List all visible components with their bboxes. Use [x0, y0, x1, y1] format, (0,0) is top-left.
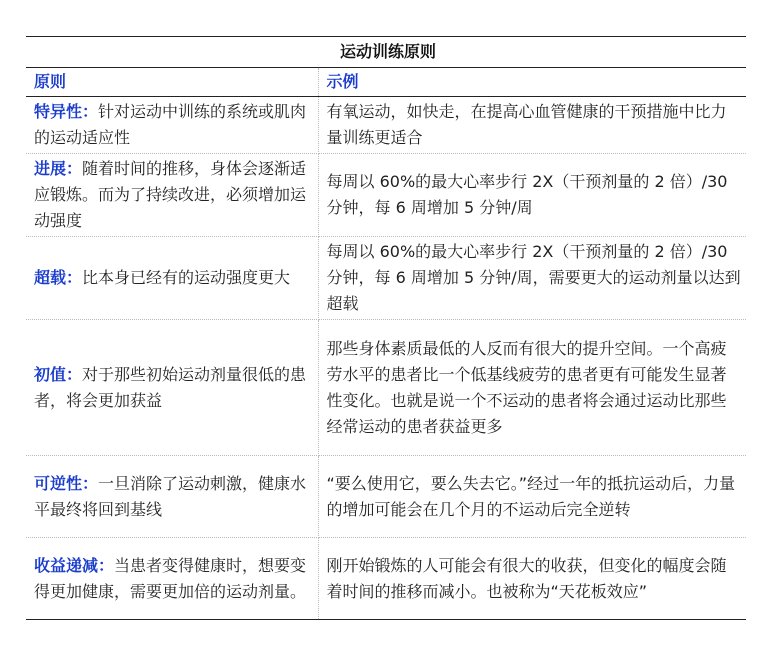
principle-description: 随着时间的推移，身体会逐渐适应锻炼。而为了持续改进，必须增加运动强度 — [34, 159, 307, 230]
principle-term: 可逆性： — [34, 473, 99, 493]
table-row — [26, 97, 746, 154]
table-row — [26, 237, 746, 320]
principle-term: 进展： — [34, 159, 83, 178]
example-cell: 有氧运动，如快走，在提高心血管健康的干预措施中比力量训练更适合 — [318, 97, 746, 154]
principle-cell — [26, 538, 318, 620]
principle-term: 初值： — [34, 364, 83, 384]
principle-term: 超载： — [34, 268, 83, 287]
principle-cell — [26, 154, 318, 237]
principle-description: 一旦消除了运动刺激，健康水平最终将回到基线 — [34, 473, 307, 519]
principle-term: 收益递减： — [34, 555, 115, 575]
principle-description: 针对运动中训练的系统或肌肉的运动适应性 — [34, 102, 307, 147]
example-cell: 每周以 60%的最大心率步行 2X（干预剂量的 2 倍）/30 分钟，每 6 周增加 5 分钟/周，需要更大的运动剂量以达到超载 — [318, 237, 746, 320]
example-cell: 刚开始锻炼的人可能会有很大的收获，但变化的幅度会随着时间的推移而减小。也被称为“天花板效应” — [318, 538, 746, 620]
table-title: 运动训练原则 — [26, 37, 746, 68]
example-cell: 那些身体素质最低的人反而有很大的提升空间。一个高疲劳水平的患者比一个低基线疲劳的患者更有可能发生显著性变化。也就是说一个不运动的患者将会通过运动比那些经常运动的患者获益更多 — [318, 320, 746, 456]
training-principles-table — [26, 36, 746, 620]
example-cell: 每周以 60%的最大心率步行 2X（干预剂量的 2 倍）/30 分钟，每 6 周增加 5 分钟/周 — [318, 154, 746, 237]
principle-cell — [26, 320, 318, 456]
table-header-row — [26, 68, 746, 97]
column-header-example: 示例 — [318, 68, 746, 97]
principle-description: 对于那些初始运动剂量很低的患者，将会更加获益 — [34, 364, 307, 410]
principle-cell — [26, 97, 318, 154]
principle-description: 当患者变得健康时，想要变得更加健康，需要更加倍的运动剂量。 — [34, 555, 307, 601]
table-row — [26, 320, 746, 456]
example-cell: “要么使用它，要么失去它。”经过一年的抵抗运动后，力量的增加可能会在几个月的不运动后完全逆转 — [318, 456, 746, 538]
principle-description: 比本身已经有的运动强度更大 — [82, 268, 291, 287]
column-header-principle: 原则 — [26, 68, 318, 97]
table-row — [26, 456, 746, 538]
table-row — [26, 538, 746, 620]
table-row — [26, 154, 746, 237]
principle-cell — [26, 456, 318, 538]
principle-cell — [26, 237, 318, 320]
principle-term: 特异性： — [34, 102, 99, 121]
